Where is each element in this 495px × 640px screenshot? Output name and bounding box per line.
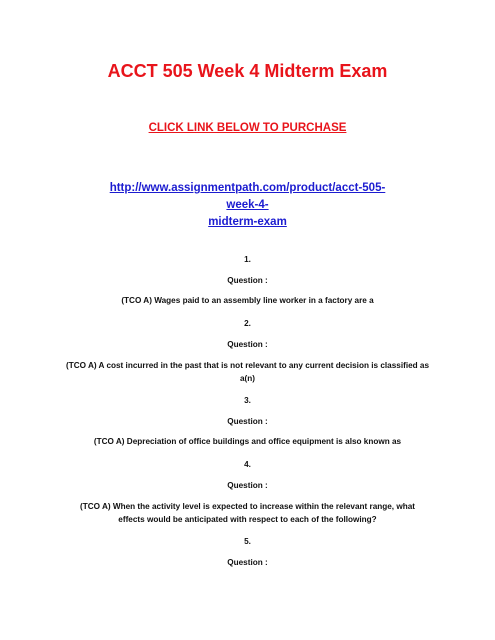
question-5-label: Question : — [227, 558, 268, 567]
question-3-label: Question : — [227, 417, 268, 426]
question-4-number: 4. — [244, 460, 251, 469]
question-3-number: 3. — [244, 396, 251, 405]
question-3-text: (TCO A) Depreciation of office buildings and office equipment is also known as — [93, 437, 402, 446]
product-link-line-2[interactable]: midterm-exam — [208, 216, 287, 228]
question-2-text-line-2: a(n) — [239, 374, 255, 383]
question-2-label: Question : — [227, 340, 268, 349]
question-1-text: (TCO A) Wages paid to an assembly line worker in a factory are a — [121, 296, 374, 305]
question-2-number: 2. — [244, 319, 251, 328]
question-2-text-line-1: (TCO A) A cost incurred in the past that is not relevant to any current decision is classified as — [65, 361, 430, 370]
question-1-number: 1. — [244, 255, 251, 264]
question-4-text-line-1: (TCO A) When the activity level is expected to increase within the relevant range, what — [79, 502, 415, 511]
purchase-label: CLICK LINK BELOW TO PURCHASE — [148, 122, 347, 134]
question-5-number: 5. — [244, 537, 251, 546]
question-1-label: Question : — [227, 276, 268, 285]
question-4-text-line-2: effects would be anticipated with respect to each of the following? — [118, 515, 377, 524]
product-link-line-1[interactable]: http://www.assignmentpath.com/product/acct-505-week-4- — [109, 182, 386, 211]
question-4-label: Question : — [227, 481, 268, 490]
product-link[interactable] — [100, 180, 395, 231]
document-title: ACCT 505 Week 4 Midterm Exam — [107, 61, 388, 81]
